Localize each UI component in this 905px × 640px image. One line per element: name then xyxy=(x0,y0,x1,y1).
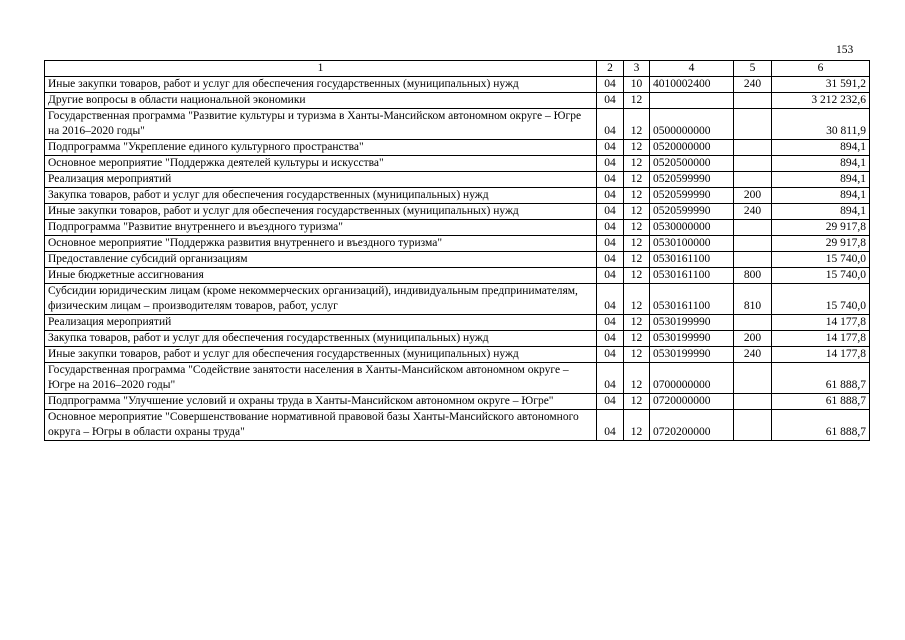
cell-vr xyxy=(734,410,772,441)
cell-name: Подпрограмма "Развитие внутреннего и въездного туризма" xyxy=(45,220,597,236)
table-row xyxy=(45,284,870,315)
table-row xyxy=(45,363,870,394)
table-row xyxy=(45,268,870,284)
table-row xyxy=(45,236,870,252)
cell-rz: 04 xyxy=(597,284,624,315)
cell-pr: 12 xyxy=(624,363,650,394)
cell-rz: 04 xyxy=(597,156,624,172)
cell-pr: 12 xyxy=(624,284,650,315)
table-row xyxy=(45,394,870,410)
cell-pr: 12 xyxy=(624,347,650,363)
cell-vr xyxy=(734,220,772,236)
cell-sum: 14 177,8 xyxy=(772,315,870,331)
table-row xyxy=(45,220,870,236)
cell-rz: 04 xyxy=(597,315,624,331)
cell-vr xyxy=(734,236,772,252)
header-cell-vr: 5 xyxy=(734,61,772,77)
cell-pr: 12 xyxy=(624,236,650,252)
cell-csr: 0530199990 xyxy=(650,347,734,363)
cell-rz: 04 xyxy=(597,77,624,93)
cell-sum: 15 740,0 xyxy=(772,284,870,315)
cell-csr: 0520599990 xyxy=(650,172,734,188)
table-header-row xyxy=(45,61,870,77)
cell-rz: 04 xyxy=(597,204,624,220)
cell-pr: 12 xyxy=(624,220,650,236)
cell-rz: 04 xyxy=(597,188,624,204)
cell-csr: 0720200000 xyxy=(650,410,734,441)
cell-pr: 12 xyxy=(624,156,650,172)
table-row xyxy=(45,347,870,363)
cell-sum: 61 888,7 xyxy=(772,410,870,441)
cell-vr xyxy=(734,140,772,156)
cell-sum: 894,1 xyxy=(772,140,870,156)
cell-name: Иные бюджетные ассигнования xyxy=(45,268,597,284)
cell-vr xyxy=(734,109,772,140)
table-row xyxy=(45,204,870,220)
table-row xyxy=(45,315,870,331)
cell-sum: 14 177,8 xyxy=(772,347,870,363)
cell-vr xyxy=(734,93,772,109)
cell-name: Реализация мероприятий xyxy=(45,315,597,331)
cell-csr: 0520599990 xyxy=(650,204,734,220)
cell-pr: 12 xyxy=(624,109,650,140)
cell-csr: 4010002400 xyxy=(650,77,734,93)
cell-pr: 12 xyxy=(624,315,650,331)
cell-vr: 240 xyxy=(734,204,772,220)
cell-csr: 0530161100 xyxy=(650,268,734,284)
cell-sum: 61 888,7 xyxy=(772,363,870,394)
table-row xyxy=(45,331,870,347)
cell-sum: 29 917,8 xyxy=(772,220,870,236)
cell-name: Закупка товаров, работ и услуг для обеспечения государственных (муниципальных) нужд xyxy=(45,188,597,204)
table-row xyxy=(45,109,870,140)
cell-vr: 810 xyxy=(734,284,772,315)
cell-sum: 15 740,0 xyxy=(772,252,870,268)
cell-vr xyxy=(734,315,772,331)
cell-vr: 200 xyxy=(734,188,772,204)
cell-sum: 31 591,2 xyxy=(772,77,870,93)
cell-csr: 0530161100 xyxy=(650,284,734,315)
cell-csr: 0530000000 xyxy=(650,220,734,236)
cell-rz: 04 xyxy=(597,347,624,363)
cell-sum: 29 917,8 xyxy=(772,236,870,252)
cell-vr xyxy=(734,363,772,394)
cell-vr: 800 xyxy=(734,268,772,284)
cell-rz: 04 xyxy=(597,236,624,252)
cell-vr xyxy=(734,172,772,188)
cell-name: Другие вопросы в области национальной экономики xyxy=(45,93,597,109)
cell-sum: 15 740,0 xyxy=(772,268,870,284)
header-cell-sum: 6 xyxy=(772,61,870,77)
table-row xyxy=(45,410,870,441)
cell-name: Субсидии юридическим лицам (кроме некоммерческих организаций), индивидуальным предпринимателям, физическим лицам – производителям товаров, работ, услуг xyxy=(45,284,597,315)
header-cell-rz: 2 xyxy=(597,61,624,77)
cell-csr: 0530199990 xyxy=(650,315,734,331)
cell-rz: 04 xyxy=(597,331,624,347)
cell-sum: 30 811,9 xyxy=(772,109,870,140)
cell-sum: 894,1 xyxy=(772,204,870,220)
cell-name: Основное мероприятие "Поддержка развития внутреннего и въездного туризма" xyxy=(45,236,597,252)
cell-name: Предоставление субсидий организациям xyxy=(45,252,597,268)
header-cell-pr: 3 xyxy=(624,61,650,77)
cell-pr: 12 xyxy=(624,172,650,188)
header-cell-csr: 4 xyxy=(650,61,734,77)
cell-pr: 12 xyxy=(624,188,650,204)
cell-sum: 894,1 xyxy=(772,188,870,204)
cell-pr: 12 xyxy=(624,268,650,284)
cell-name: Государственная программа "Содействие занятости населения в Ханты-Мансийском автономном округе – Югре на 2016–2020 годы" xyxy=(45,363,597,394)
cell-csr: 0520000000 xyxy=(650,140,734,156)
cell-pr: 12 xyxy=(624,93,650,109)
table-row xyxy=(45,93,870,109)
cell-vr: 240 xyxy=(734,347,772,363)
cell-csr: 0520500000 xyxy=(650,156,734,172)
cell-pr: 12 xyxy=(624,252,650,268)
cell-pr: 12 xyxy=(624,394,650,410)
cell-rz: 04 xyxy=(597,410,624,441)
cell-rz: 04 xyxy=(597,268,624,284)
page-number: 153 xyxy=(836,44,854,56)
table-row xyxy=(45,252,870,268)
cell-vr xyxy=(734,394,772,410)
cell-rz: 04 xyxy=(597,140,624,156)
cell-rz: 04 xyxy=(597,109,624,140)
cell-rz: 04 xyxy=(597,394,624,410)
cell-name: Иные закупки товаров, работ и услуг для обеспечения государственных (муниципальных) нужд xyxy=(45,347,597,363)
cell-sum: 894,1 xyxy=(772,172,870,188)
table-row xyxy=(45,172,870,188)
cell-name: Подпрограмма "Улучшение условий и охраны труда в Ханты-Мансийском автономном округе – Югре" xyxy=(45,394,597,410)
cell-pr: 10 xyxy=(624,77,650,93)
cell-name: Основное мероприятие "Совершенствование нормативной правовой базы Ханты-Мансийского автономного округа – Югры в области охраны труда" xyxy=(45,410,597,441)
cell-csr: 0530161100 xyxy=(650,252,734,268)
table-row xyxy=(45,188,870,204)
cell-vr: 200 xyxy=(734,331,772,347)
cell-csr: 0520599990 xyxy=(650,188,734,204)
cell-pr: 12 xyxy=(624,331,650,347)
cell-vr xyxy=(734,252,772,268)
cell-name: Основное мероприятие "Поддержка деятелей культуры и искусства" xyxy=(45,156,597,172)
table-row xyxy=(45,156,870,172)
table-row xyxy=(45,140,870,156)
cell-vr: 240 xyxy=(734,77,772,93)
cell-sum: 14 177,8 xyxy=(772,331,870,347)
cell-sum: 61 888,7 xyxy=(772,394,870,410)
cell-name: Иные закупки товаров, работ и услуг для обеспечения государственных (муниципальных) нужд xyxy=(45,77,597,93)
cell-sum: 894,1 xyxy=(772,156,870,172)
cell-rz: 04 xyxy=(597,252,624,268)
cell-pr: 12 xyxy=(624,410,650,441)
cell-csr: 0700000000 xyxy=(650,363,734,394)
header-cell-name: 1 xyxy=(45,61,597,77)
cell-csr xyxy=(650,93,734,109)
cell-rz: 04 xyxy=(597,220,624,236)
cell-rz: 04 xyxy=(597,363,624,394)
cell-pr: 12 xyxy=(624,204,650,220)
cell-csr: 0530100000 xyxy=(650,236,734,252)
cell-csr: 0530199990 xyxy=(650,331,734,347)
cell-csr: 0720000000 xyxy=(650,394,734,410)
budget-table xyxy=(44,60,870,441)
cell-name: Иные закупки товаров, работ и услуг для обеспечения государственных (муниципальных) нужд xyxy=(45,204,597,220)
cell-csr: 0500000000 xyxy=(650,109,734,140)
table-row xyxy=(45,77,870,93)
cell-name: Закупка товаров, работ и услуг для обеспечения государственных (муниципальных) нужд xyxy=(45,331,597,347)
cell-rz: 04 xyxy=(597,172,624,188)
cell-name: Подпрограмма "Укрепление единого культурного пространства" xyxy=(45,140,597,156)
cell-name: Реализация мероприятий xyxy=(45,172,597,188)
cell-name: Государственная программа "Развитие культуры и туризма в Ханты-Мансийском автономном округе – Югре на 2016–2020 годы" xyxy=(45,109,597,140)
cell-sum: 3 212 232,6 xyxy=(772,93,870,109)
cell-vr xyxy=(734,156,772,172)
cell-pr: 12 xyxy=(624,140,650,156)
cell-rz: 04 xyxy=(597,93,624,109)
